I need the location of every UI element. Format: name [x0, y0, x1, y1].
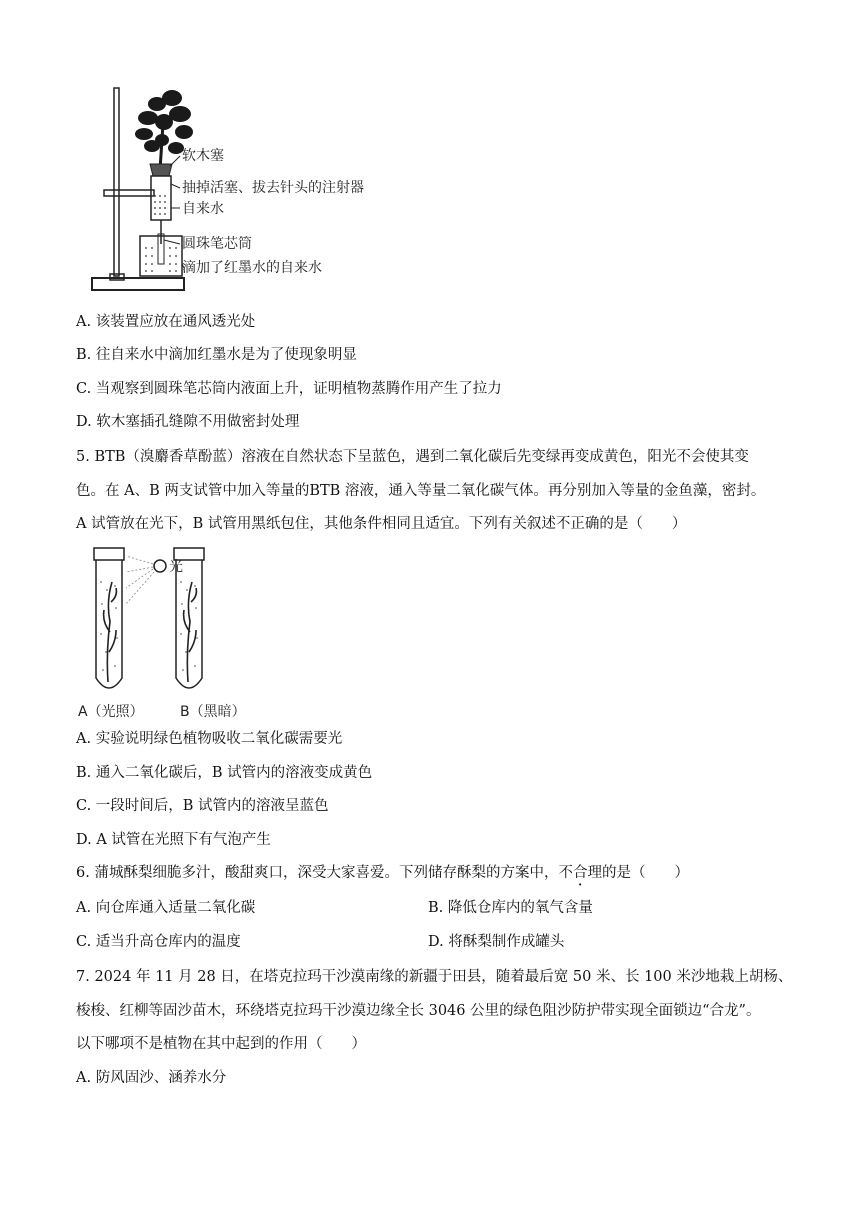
q6-stem-before: 6. 蒲城酥梨细脆多汁，酸甜爽口，深受大家喜爱。下列储存酥梨的方案中， [76, 865, 559, 881]
q6-option-c: C. 适当升高仓库内的温度 [76, 934, 241, 950]
q6-option-b: B. 降低仓库内的氧气含量 [428, 900, 593, 916]
tube-a-caption: A（光照） [78, 704, 144, 720]
label-red-ink-water: 滴加了红墨水的自来水 [182, 260, 322, 276]
label-pen-tube: 圆珠笔芯筒 [182, 236, 252, 252]
q5-stem-line-3: A 试管放在光下，B 试管用黑纸包住，其他条件相同且适宜。下列有关叙述不正确的是（ ） [76, 516, 687, 532]
test-tubes-figure [76, 542, 246, 722]
tube-b-caption: B（黑暗） [180, 704, 246, 720]
light-label: 光 [169, 559, 183, 575]
q5-option-c: C. 一段时间后，B 试管内的溶液呈蓝色 [76, 798, 329, 814]
label-tap-water: 自来水 [182, 201, 224, 217]
q5-stem-line-2: 色。在 A、B 两支试管中加入等量的BTB 溶液，通入等量二氧化碳气体。再分别加入等量的金鱼藻，密封。 [76, 483, 766, 499]
q4-option-d: D. 软木塞插孔缝隙不用做密封处理 [76, 414, 300, 430]
q5-option-a: A. 实验说明绿色植物吸收二氧化碳需要光 [76, 731, 343, 747]
q5-option-b: B. 通入二氧化碳后，B 试管内的溶液变成黄色 [76, 765, 373, 781]
label-syringe: 抽掉活塞、拔去针头的注射器 [182, 180, 364, 196]
q7-option-a: A. 防风固沙、涵养水分 [76, 1070, 227, 1086]
q6-stem [76, 863, 689, 883]
q6-stem-emphasis: 不合理 [558, 865, 602, 881]
q6-stem-after: 的是（ ） [601, 865, 689, 881]
label-cork: 软木塞 [182, 148, 224, 164]
q5-stem-line-1: 5. BTB（溴麝香草酚蓝）溶液在自然状态下呈蓝色，遇到二氧化碳后先变绿再变成黄色，阳光不会使其变 [76, 449, 749, 465]
transpiration-apparatus-figure [92, 84, 412, 298]
q4-option-a: A. 该装置应放在通风透光处 [76, 314, 256, 330]
q7-stem-line-3: 以下哪项不是植物在其中起到的作用（ ） [76, 1036, 366, 1052]
q4-option-c: C. 当观察到圆珠笔芯筒内液面上升，证明植物蒸腾作用产生了拉力 [76, 381, 502, 397]
q7-stem-line-2: 梭梭、红柳等固沙苗木，环绕塔克拉玛干沙漠边缘全长 3046 公里的绿色阻沙防护带实现全面锁边“合龙”。 [76, 1003, 761, 1019]
q6-option-a: A. 向仓库通入适量二氧化碳 [76, 900, 256, 916]
q6-option-d: D. 将酥梨制作成罐头 [428, 934, 565, 950]
q4-option-b: B. 往自来水中滴加红墨水是为了使现象明显 [76, 347, 357, 363]
q7-stem-line-1: 7. 2024 年 11 月 28 日，在塔克拉玛干沙漠南缘的新疆于田县，随着最后宽 50 米、长 100 米沙地栽上胡杨、 [76, 969, 793, 985]
q5-option-d: D. A 试管在光照下有气泡产生 [76, 832, 271, 848]
